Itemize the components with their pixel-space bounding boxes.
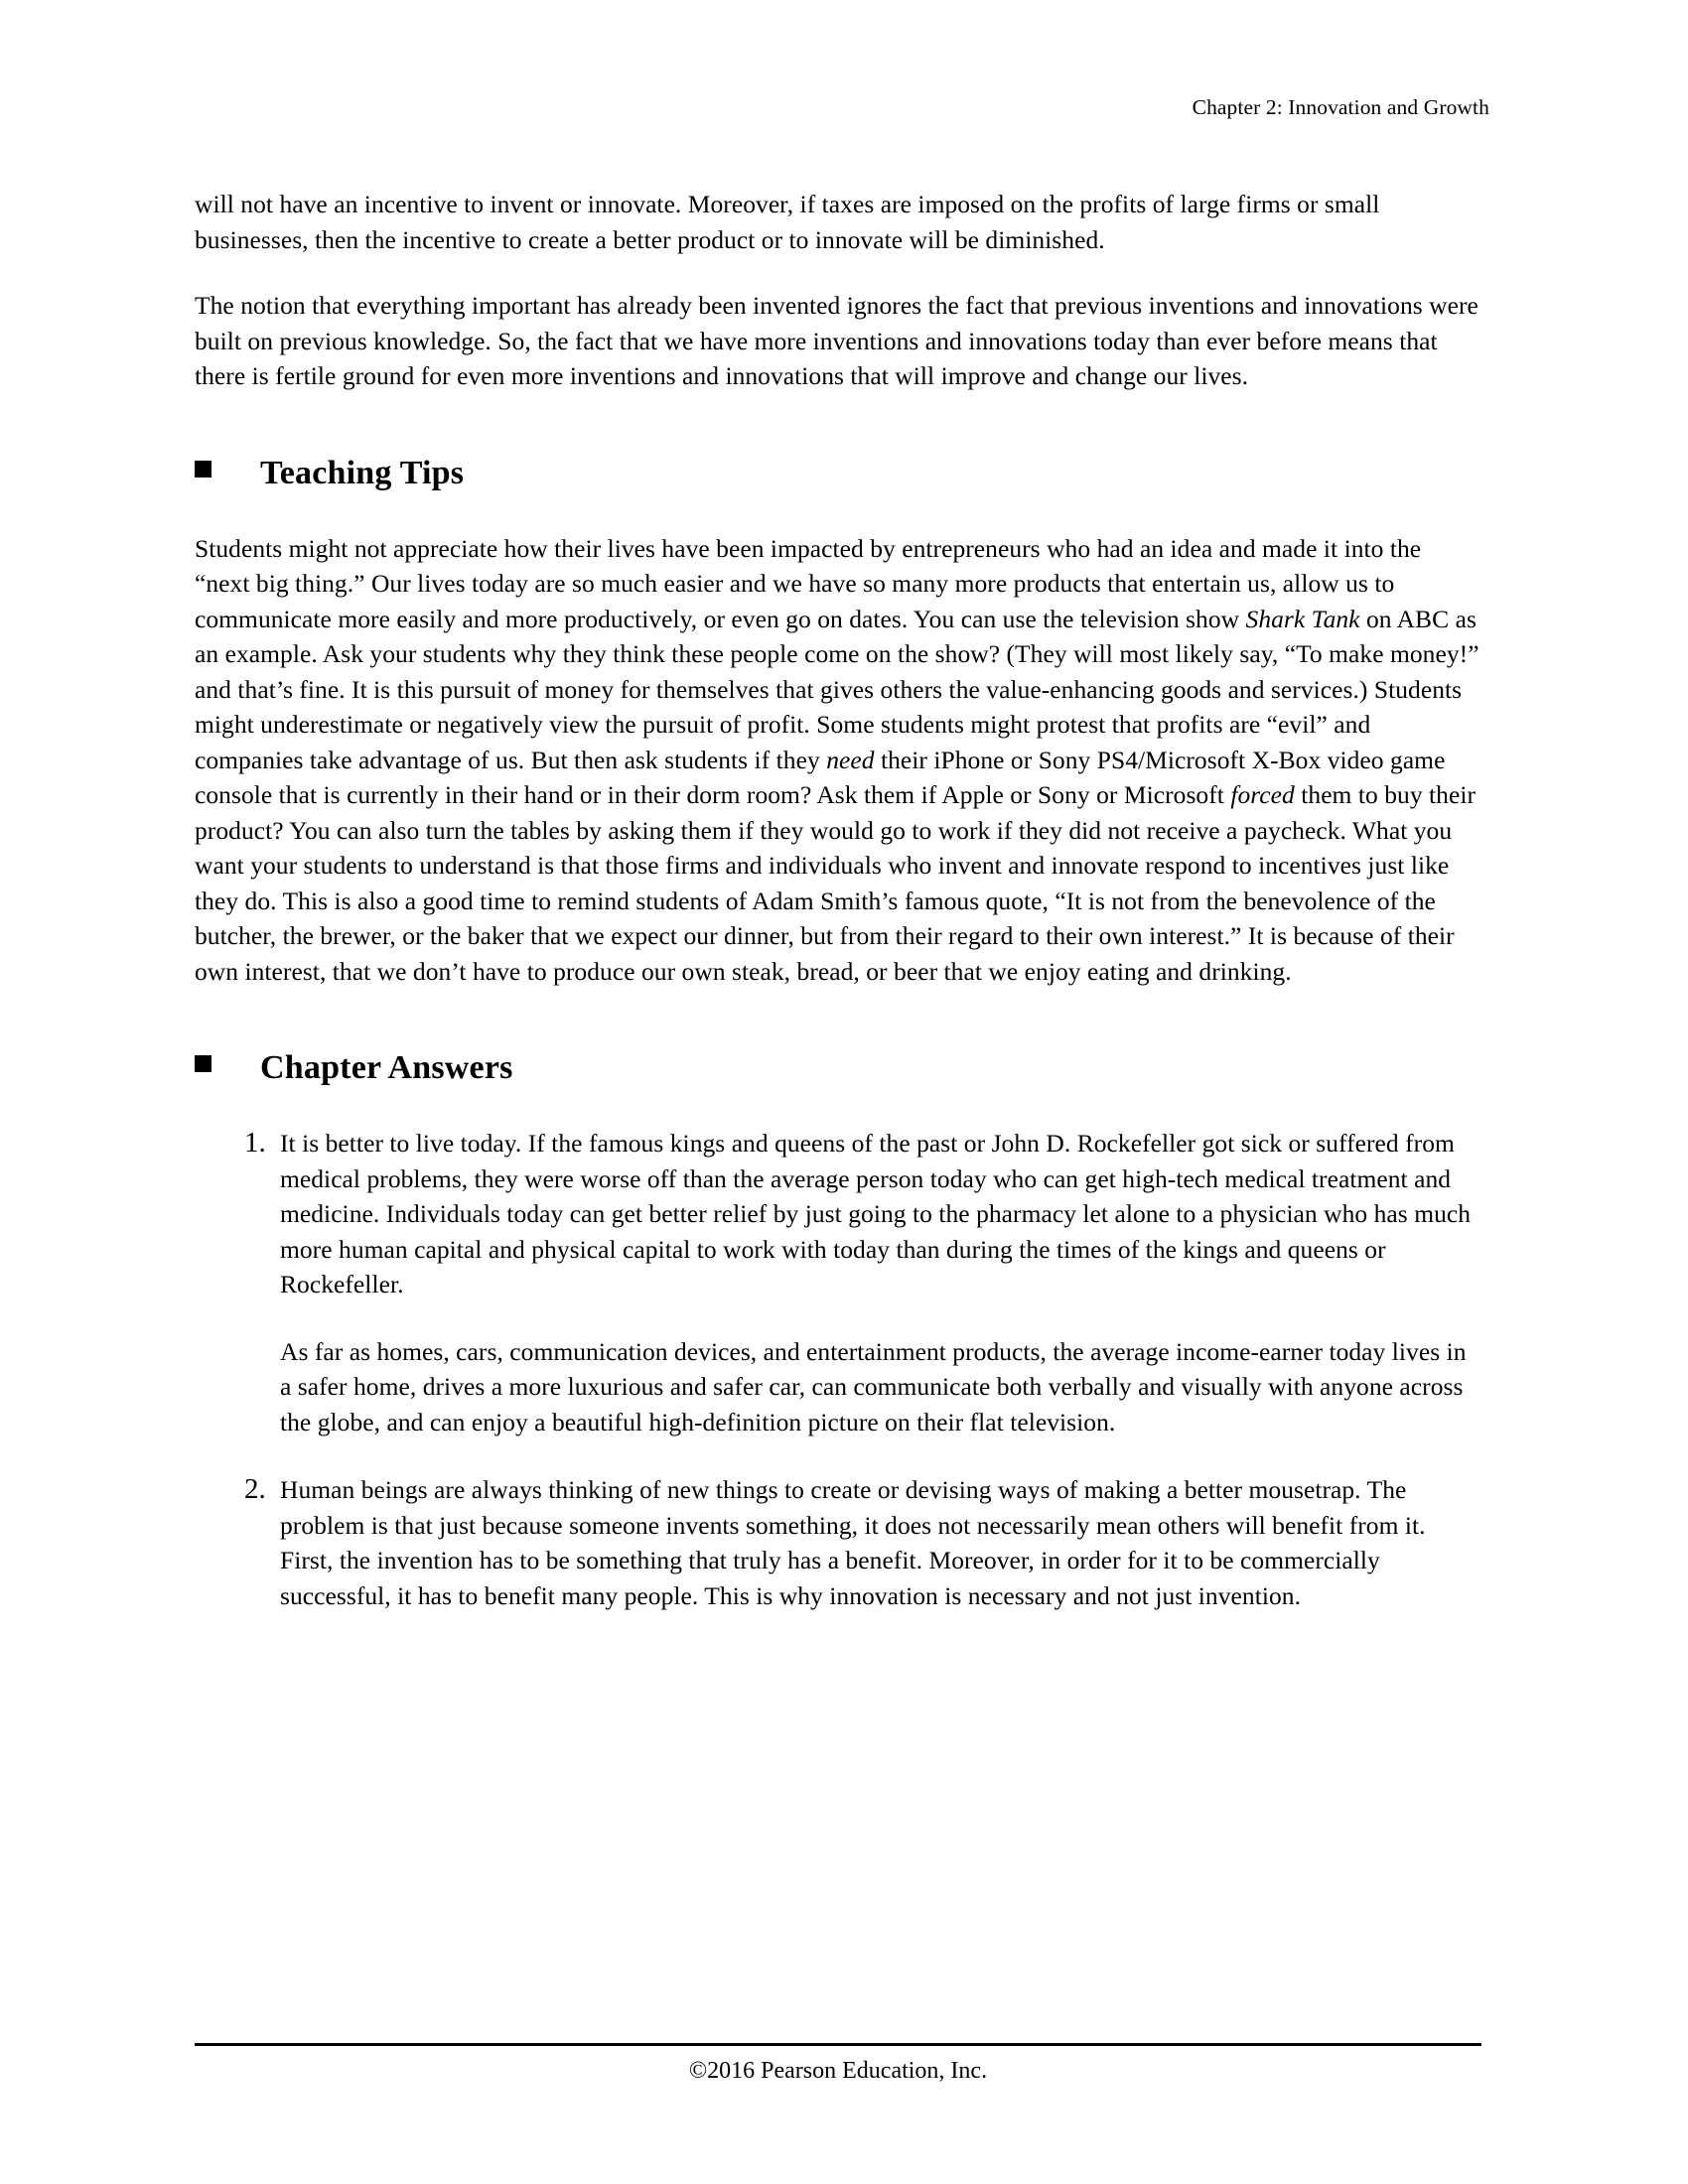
page-content bbox=[195, 187, 1481, 1613]
spacer bbox=[195, 493, 1481, 531]
spacer bbox=[195, 1088, 1481, 1126]
section-heading-label: Chapter Answers bbox=[260, 1049, 513, 1086]
list-item-number: 2. bbox=[244, 1473, 266, 1505]
section-heading-label: Teaching Tips bbox=[260, 454, 465, 491]
copyright-notice: ©2016 Pearson Education, Inc. bbox=[688, 2058, 988, 2084]
square-bullet-icon bbox=[195, 1055, 211, 1072]
tt-italic-shark-tank: Shark Tank bbox=[1245, 604, 1360, 633]
chapter-answers-list bbox=[195, 1126, 1481, 1613]
body-paragraph-1: will not have an incentive to invent or innovate. Moreover, if taxes are imposed on the profits of large firms or small businesses, then the incentive to create a better product or to innovate will be diminished. bbox=[195, 190, 1380, 254]
list-item-paragraph: It is better to live today. If the famous kings and queens of the past or John D. Rockefeller got sick or suffered from medical problems, they were worse off than the average person today who can get high-tech medical treatment and medicine. Individuals today can get better relief by just going to the pharmacy let alone to a physician who has much more human capital and physical capital to work with today than during the times of the kings and queens or Rockefeller. bbox=[280, 1129, 1472, 1298]
page-footer bbox=[195, 2043, 1481, 2086]
spacer bbox=[195, 425, 1481, 454]
footer-divider bbox=[195, 2043, 1481, 2046]
teaching-tips-paragraph bbox=[195, 531, 1481, 990]
spacer bbox=[195, 1020, 1481, 1048]
tt-italic-need: need bbox=[826, 745, 875, 774]
list-item bbox=[195, 1472, 1481, 1613]
list-item-number: 1. bbox=[244, 1127, 266, 1159]
list-item-paragraph: Human beings are always thinking of new things to create or devising ways of making a better mousetrap. The problem is that just because someone invents something, it does not necessarily mean others will benefit from it. First, the invention has to be something that truly has a benefit. Moreover, in order for it to be commercially successful, it has to benefit many people. This is why innovation is necessary and not just invention. bbox=[280, 1475, 1426, 1610]
section-heading-teaching-tips bbox=[195, 454, 1481, 493]
tt-text-a: Students might not appreciate how their lives have been impacted by entrepreneurs who had an idea and made it into the “next big thing.” Our lives today are so much easier and we have so many more products that entertain us, allow us to communicate more easily and more productively, or even go on dates. You can use the television show bbox=[195, 533, 1422, 633]
running-head: Chapter 2: Innovation and Growth bbox=[1192, 95, 1489, 119]
section-heading-chapter-answers bbox=[195, 1048, 1481, 1088]
tt-text-c: their iPhone or Sony PS4/Microsoft X-Box video game console that is currently in their hand or in their dorm room? Ask them if Apple or Sony or Microsoft bbox=[195, 745, 1446, 809]
tt-text-b: on ABC as an example. Ask your students why they think these people come on the show? (They will most likely say, “To make money!” and that’s fine. It is this pursuit of money for themselves that gives others the value-enhancing goods and services.) Students might underestimate or negatively view the pursuit of profit. Some students might protest that profits are “evil” and companies take advantage of us. But then ask students if they bbox=[195, 604, 1479, 774]
body-paragraph-2: The notion that everything important has already been invented ignores the fact that previous inventions and innovations were built on previous knowledge. So, the fact that we have more inventions and innovations today than ever before means that there is fertile ground for even more inventions and innovations that will improve and change our lives. bbox=[195, 291, 1478, 390]
list-item bbox=[195, 1126, 1481, 1439]
tt-text-d: them to buy their product? You can also turn the tables by asking them if they would go to work if they did not receive a paycheck. What you want your students to understand is that those firms and individuals who invent and innovate respond to incentives just like they do. This is also a good time to remind students of Adam Smith’s famous quote, “It is not from the benevolence of the butcher, the brewer, or the baker that we expect our dinner, but from their regard to their own interest.” It is because of their own interest, that we don’t have to produce our own steak, bread, or beer that we enjoy eating and drinking. bbox=[195, 780, 1477, 986]
tt-italic-forced: forced bbox=[1230, 780, 1295, 809]
list-item-paragraph: As far as homes, cars, communication devices, and entertainment products, the average income-earner today lives in a safer home, drives a more luxurious and safer car, can communicate both verbally and visually with anyone across the globe, and can enjoy a beautiful high-definition picture on their flat television. bbox=[280, 1336, 1467, 1436]
square-bullet-icon bbox=[195, 461, 211, 478]
